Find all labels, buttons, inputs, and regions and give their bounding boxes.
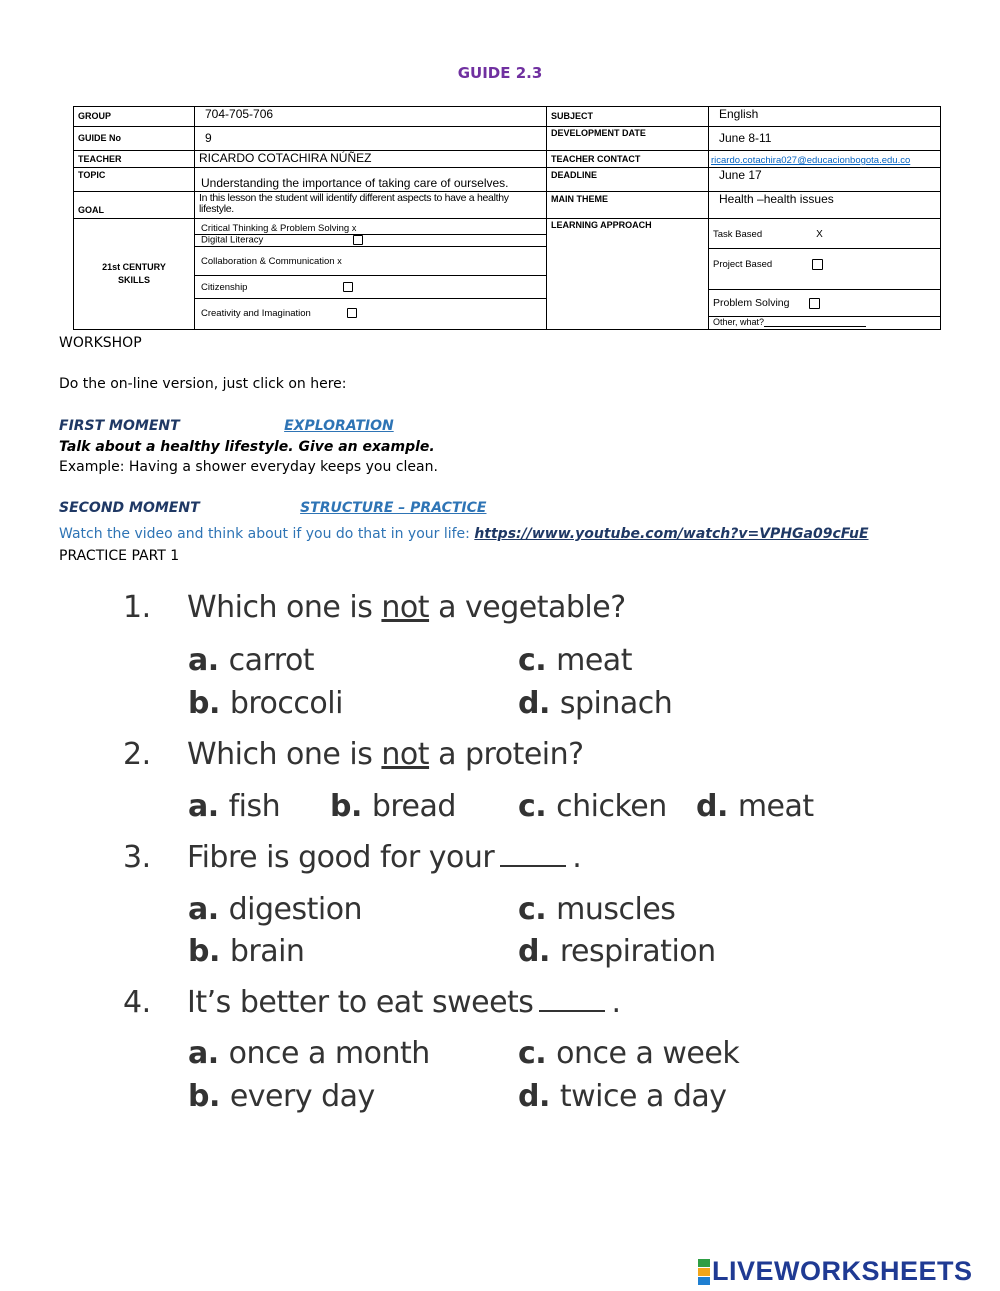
question-emphasis: not (381, 737, 430, 772)
video-instruction (59, 526, 869, 542)
skill-collaboration: Collaboration & Communication x (195, 247, 546, 276)
subject-label: SUBJECT (547, 107, 709, 127)
option-2c[interactable]: c. chicken (518, 789, 667, 824)
question-text: Fibre is good for your (187, 840, 495, 875)
option-1b[interactable]: b. broccoli (188, 686, 343, 721)
option-3d[interactable]: d. respiration (518, 934, 716, 969)
first-moment-row (59, 418, 394, 434)
question-text-end: . (572, 840, 582, 875)
question-text: It’s better to eat sweets (187, 985, 534, 1020)
question-text-end: a vegetable? (429, 590, 626, 625)
deadline-label: DEADLINE (547, 168, 709, 192)
option-4b[interactable]: b. every day (188, 1079, 375, 1114)
question-text: Which one is (187, 737, 382, 772)
online-instruction: Do the on-line version, just click on here: (59, 376, 347, 392)
deadline-value: June 17 (709, 168, 941, 192)
devdate-value: June 8-11 (709, 127, 941, 151)
goal-label: GOAL (74, 192, 195, 219)
approach-list (709, 219, 941, 330)
checkbox-icon[interactable] (343, 282, 353, 292)
question-number: 4. (123, 985, 151, 1020)
checkbox-icon[interactable] (809, 298, 820, 309)
topic-label: TOPIC (74, 168, 195, 192)
subject-value: English (709, 107, 941, 127)
checkbox-icon[interactable] (812, 259, 823, 270)
approach-label: LEARNING APPROACH (547, 219, 709, 330)
answer-blank[interactable] (539, 1010, 605, 1012)
first-moment-prompt: Talk about a healthy lifestyle. Give an example. (59, 439, 435, 455)
question-2 (123, 737, 584, 772)
liveworksheets-logo-icon (698, 1259, 710, 1286)
goal-value: In this lesson the student will identify different aspects to have a healthy lifestyle. (195, 192, 547, 219)
approach-project-based: Project Based (709, 249, 940, 290)
question-number: 2. (123, 737, 151, 772)
skills-list (195, 219, 547, 330)
skill-creativity: Creativity and Imagination (195, 299, 546, 329)
contact-label: TEACHER CONTACT (547, 151, 709, 168)
teacher-label: TEACHER (74, 151, 195, 168)
guide-label: GUIDE No (74, 127, 195, 151)
first-moment-example: Example: Having a shower everyday keeps you clean. (59, 459, 438, 475)
skill-citizenship: Citizenship (195, 276, 546, 299)
option-3a[interactable]: a. digestion (188, 892, 363, 927)
question-emphasis: not (381, 590, 430, 625)
video-instruction-text: Watch the video and think about if you do that in your life: (59, 526, 470, 542)
option-1d[interactable]: d. spinach (518, 686, 673, 721)
theme-label: MAIN THEME (547, 192, 709, 219)
other-input-line[interactable] (764, 326, 866, 327)
devdate-label: DEVELOPMENT DATE (547, 127, 709, 151)
approach-task-based: Task Based X (709, 219, 940, 249)
option-4a[interactable]: a. once a month (188, 1036, 430, 1071)
second-moment-label: SECOND MOMENT (59, 500, 200, 516)
question-1 (123, 590, 626, 625)
guide-value: 9 (195, 127, 547, 151)
group-label: GROUP (74, 107, 195, 127)
group-value: 704-705-706 (195, 107, 547, 127)
first-moment-label: FIRST MOMENT (59, 418, 180, 434)
topic-value: Understanding the importance of taking care of ourselves. (195, 168, 547, 192)
option-2d[interactable]: d. meat (696, 789, 814, 824)
question-number: 3. (123, 840, 151, 875)
question-text: Which one is (187, 590, 382, 625)
guide-title: GUIDE 2.3 (457, 64, 543, 82)
option-1a[interactable]: a. carrot (188, 643, 315, 678)
checkbox-icon[interactable] (353, 235, 363, 245)
checkbox-icon[interactable] (347, 308, 357, 318)
second-moment-row (59, 500, 486, 516)
exploration-link[interactable]: EXPLORATION (284, 418, 394, 434)
option-4d[interactable]: d. twice a day (518, 1079, 727, 1114)
contact-value[interactable]: ricardo.cotachira027@educacionbogota.edu.co (709, 151, 941, 168)
skill-critical-thinking: Critical Thinking & Problem Solving x (195, 219, 546, 235)
question-text-end: a protein? (429, 737, 584, 772)
practice-heading: PRACTICE PART 1 (59, 548, 180, 564)
skills-label: 21st CENTURY SKILLS (74, 219, 195, 330)
guide-header-table (73, 106, 941, 330)
approach-problem-solving: Problem Solving (709, 290, 940, 317)
option-2b[interactable]: b. bread (330, 789, 456, 824)
skill-digital-literacy: Digital Literacy (195, 235, 546, 247)
approach-other: Other, what? (709, 317, 940, 326)
workshop-heading: WORKSHOP (59, 335, 142, 351)
option-4c[interactable]: c. once a week (518, 1036, 740, 1071)
option-1c[interactable]: c. meat (518, 643, 632, 678)
question-text-end: . (611, 985, 621, 1020)
option-3b[interactable]: b. brain (188, 934, 305, 969)
theme-value: Health –health issues (709, 192, 941, 219)
question-number: 1. (123, 590, 151, 625)
answer-blank[interactable] (500, 865, 566, 867)
video-url-link[interactable]: https://www.youtube.com/watch?v=VPHGa09cFuE (474, 526, 869, 542)
structure-practice-link[interactable]: STRUCTURE – PRACTICE (300, 500, 487, 516)
option-2a[interactable]: a. fish (188, 789, 281, 824)
teacher-value: RICARDO COTACHIRA NÚÑEZ (195, 151, 547, 168)
option-3c[interactable]: c. muscles (518, 892, 676, 927)
liveworksheets-logo: LIVEWORKSHEETS (698, 1256, 973, 1287)
question-3 (123, 840, 581, 875)
question-4 (123, 985, 620, 1020)
